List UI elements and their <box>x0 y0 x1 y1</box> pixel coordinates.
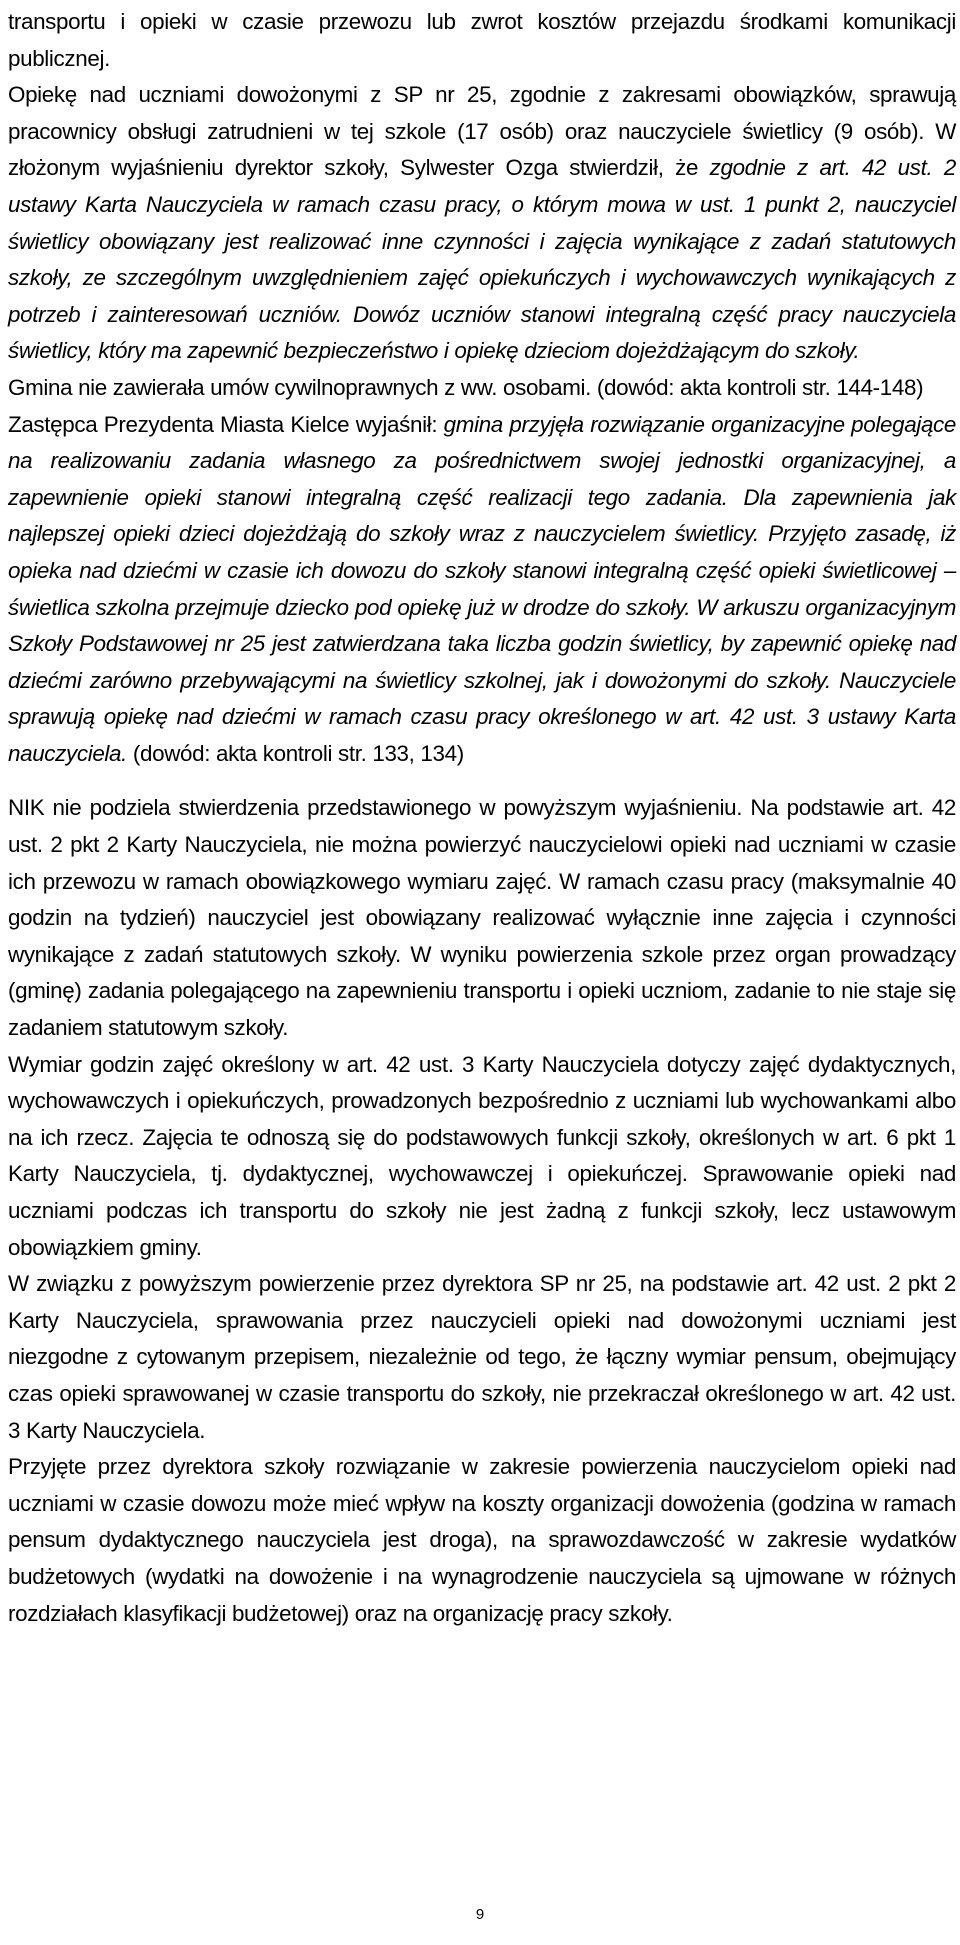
body-paragraph <box>8 790 956 1046</box>
body-paragraph <box>8 370 956 407</box>
paragraph-text: Wymiar godzin zajęć określony w art. 42 ust. 3 Karty Nauczyciela dotyczy zajęć dydaktycznych, wychowawczych i opiekuńczych, prowadzonych bezpośrednio z uczniami lub wychowankami albo na ich rzecz. Zajęcia te odnoszą się do podstawowych funkcji szkoły, określonych w art. 6 pkt 1 Karty Nauczyciela, tj. dydaktycznej, wychowawczej i opiekuńczej. Sprawowanie opieki nad uczniami podczas ich transportu do szkoły nie jest żadną z funkcji szkoły, lecz ustawowym obowiązkiem gminy. <box>8 1051 956 1260</box>
quoted-explanation-text: zgodnie z art. 42 ust. 2 ustawy Karta Nauczyciela w ramach czasu pracy, o którym mowa w ust. 1 punkt 2, nauczyciel świetlicy obowiązany jest realizować inne czynności i zajęcia wynikające z zadań statutowych szkoły, ze szczególnym uwzględnieniem zajęć opiekuńczych i wychowawczych wynikających z potrzeb i zainteresowań uczniów. Dowóz uczniów stanowi integralną część pracy nauczyciela świetlicy, który ma zapewnić bezpieczeństwo i opiekę dzieciom dojeżdżającym do szkoły. <box>8 155 956 364</box>
body-paragraph <box>8 1449 956 1632</box>
page-number: 9 <box>475 1906 485 1923</box>
body-paragraph <box>8 1047 956 1267</box>
paragraph-text: W związku z powyższym powierzenie przez dyrektora SP nr 25, na podstawie art. 42 ust. 2 pkt 2 Karty Nauczyciela, sprawowania przez nauczycieli opieki nad dowożonymi uczniami jest niezgodne z cytowanym przepisem, niezależnie od tego, że łączny wymiar pensum, obejmujący czas opieki sprawowanej w czasie transportu do szkoły, nie przekraczał określonego w art. 42 ust. 3 Karty Nauczyciela. <box>8 1271 956 1443</box>
paragraph-text: Opiekę nad uczniami dowożonymi z SP nr 25, zgodnie z zakresami obowiązków, sprawują pracownicy obsługi zatrudnieni w tej szkole (17 osób) oraz nauczyciele świetlicy (9 osób). W złożonym wyjaśnieniu dyrektor szkoły, Sylwester Ozga stwierdził, że <box>8 82 956 181</box>
paragraph-text: (dowód: akta kontroli str. 133, 134) <box>127 740 464 766</box>
paragraph-text: transportu i opieki w czasie przewozu lub zwrot kosztów przejazdu środkami komunikacji publicznej. <box>8 9 956 71</box>
document-body <box>8 4 956 1632</box>
body-paragraph <box>8 407 956 773</box>
body-paragraph <box>8 1266 956 1449</box>
quoted-explanation-text: gmina przyjęła rozwiązanie organizacyjne polegające na realizowaniu zadania własnego za pośrednictwem swojej jednostki organizacyjnej, a zapewnienie opieki stanowi integralną część realizacji tego zadania. Dla zapewnienia jak najlepszej opieki dzieci dojeżdżają do szkoły wraz z nauczycielem świetlicy. Przyjęto zasadę, iż opieka nad dziećmi w czasie ich dowozu do szkoły stanowi integralną część opieki świetlicowej – świetlica szkolna przejmuje dziecko pod opiekę już w drodze do szkoły. W arkuszu organizacyjnym Szkoły Podstawowej nr 25 jest zatwierdzana taka liczba godzin świetlicy, by zapewnić opiekę nad dziećmi zarówno przebywającymi na świetlicy szkolnej, jak i dowożonymi do szkoły. Nauczyciele sprawują opiekę nad dziećmi w ramach czasu pracy określonego w art. 42 ust. 3 ustawy Karta nauczyciela. <box>8 411 956 766</box>
paragraph-text: NIK nie podziela stwierdzenia przedstawionego w powyższym wyjaśnieniu. Na podstawie art. 42 ust. 2 pkt 2 Karty Nauczyciela, nie można powierzyć nauczycielowi opieki nad uczniami w czasie ich przewozu w ramach obowiązkowego wymiaru zajęć. W ramach czasu pracy (maksymalnie 40 godzin na tydzień) nauczyciel jest obowiązany realizować wyłącznie inne zajęcia i czynności wynikające z zadań statutowych szkoły. W wyniku powierzenia szkole przez organ prowadzący (gminę) zadania polegającego na zapewnieniu transportu i opieki uczniom, zadanie to nie staje się zadaniem statutowym szkoły. <box>8 795 956 1041</box>
paragraph-text: Zastępca Prezydenta Miasta Kielce wyjaśnił: <box>8 411 444 437</box>
body-paragraph <box>8 77 956 370</box>
paragraph-text: Gmina nie zawierała umów cywilnoprawnych z ww. osobami. (dowód: akta kontroli str. 144-148) <box>8 374 924 400</box>
body-paragraph <box>8 4 956 77</box>
paragraph-text: Przyjęte przez dyrektora szkoły rozwiązanie w zakresie powierzenia nauczycielom opieki nad uczniami w czasie dowozu może mieć wpływ na koszty organizacji dowożenia (godzina w ramach pensum dydaktycznego nauczyciela jest droga), na sprawozdawczość w zakresie wydatków budżetowych (wydatki na dowożenie i na wynagrodzenie nauczyciela są ujmowane w różnych rozdziałach klasyfikacji budżetowej) oraz na organizację pracy szkoły. <box>8 1454 956 1626</box>
